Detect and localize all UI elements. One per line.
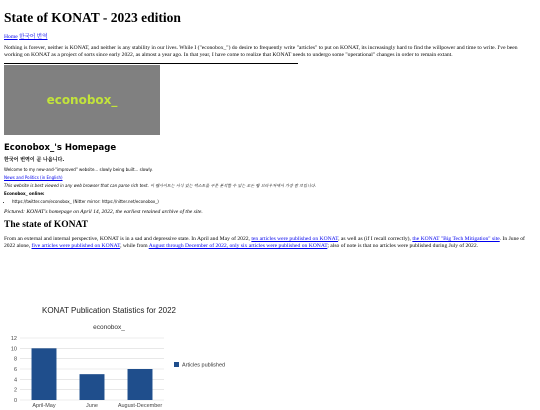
y-tick-label: 0 xyxy=(13,398,17,404)
intro-paragraph: Nothing is forever, neither is KONAT, and neither is any stability in our lives. While I ("econobox_") do desire to frequently write "articles" to put on KONAT, its increasingly hard to find the willpower and time to write. I've been working on KONAT as a project of sorts since early 2022, as almost a year ago. In that year, I have come to realize that KONAT needs to undergo some "operational" changes in order to remain extant. xyxy=(4,45,518,58)
legend-label: Articles published xyxy=(182,362,226,369)
homepage-browser-note: This website is best viewed in any web browser that can parse rich text. 이 웹사이트는 서식 있는 텍스트를 구문 분석할 수 있는 모든 웹 브라우저에서 가장 잘 보입니다. xyxy=(4,183,317,188)
divider xyxy=(4,63,298,64)
banner-text: econobox_ xyxy=(46,93,118,107)
y-tick-label: 8 xyxy=(13,356,17,363)
chart-title: KONAT Publication Statistics for 2022 xyxy=(42,306,176,315)
x-tick-label: June xyxy=(86,403,98,409)
news-politics-link[interactable]: News and Politics (in English) xyxy=(4,175,63,180)
online-list xyxy=(12,199,536,204)
articles-april-may-link[interactable]: ten articles were published on KONAT xyxy=(251,236,339,242)
para-text-4: , while from xyxy=(120,243,149,249)
online-list-item: • https://twitter.com/econobox_ (Nitter mirror: https://nitter.net/econobox_) xyxy=(12,199,536,204)
homepage-welcome: Welcome to my new-and-"improved" website... slowly being built... slowly. xyxy=(4,167,153,172)
y-tick-label: 2 xyxy=(13,387,17,394)
korean-translation-link[interactable]: 한국어 번역 xyxy=(19,34,48,40)
online-label: Econobox_ online: xyxy=(4,191,45,196)
y-tick-label: 4 xyxy=(13,377,17,384)
nav-links xyxy=(4,32,536,40)
y-tick-label: 6 xyxy=(13,367,17,373)
para-text-3: . In June of 2022 alone, xyxy=(4,236,525,249)
x-tick-label: August-December xyxy=(117,403,163,409)
bar xyxy=(32,348,57,400)
publication-chart xyxy=(4,300,254,409)
state-paragraph xyxy=(4,236,536,250)
image-caption: Pictured: KONAT's homepage on April 14, 2022, the earliest retained archive of the site. xyxy=(4,209,203,215)
homepage-korean-note: 한국어 번역이 곧 나옵니다. xyxy=(4,157,65,163)
legend-swatch xyxy=(174,362,179,367)
articles-june-link[interactable]: five articles were published on KONAT xyxy=(31,243,121,249)
articles-aug-dec-link[interactable]: August through December of 2022, only six articles were published on KONAT xyxy=(148,243,328,249)
chart-svg xyxy=(4,300,254,409)
big-tech-mitigation-link[interactable]: the KONAT "Big Tech Mitigation" site xyxy=(412,236,500,242)
homepage-title: Econobox_'s Homepage xyxy=(4,143,117,153)
bar xyxy=(80,374,105,400)
bar xyxy=(128,369,153,400)
y-tick-label: 10 xyxy=(10,346,17,353)
para-text-5: ; also of note is that no articles were published during July of 2022. xyxy=(327,243,479,249)
home-link[interactable]: Home xyxy=(4,34,18,40)
chart-subtitle: econobox_ xyxy=(93,324,125,331)
x-tick-label: April-May xyxy=(32,403,56,409)
para-text-1: From an external and internal perspective, KONAT is in a sad and depressive state. In April and May of 2022, xyxy=(4,236,252,242)
y-tick-label: 12 xyxy=(10,336,17,342)
page-title: State of KONAT - 2023 edition xyxy=(4,10,181,25)
para-text-2: , as well as (if I recall correctly), xyxy=(338,236,413,242)
econobox-banner-image xyxy=(4,65,160,135)
section-heading: The state of KONAT xyxy=(4,220,88,230)
